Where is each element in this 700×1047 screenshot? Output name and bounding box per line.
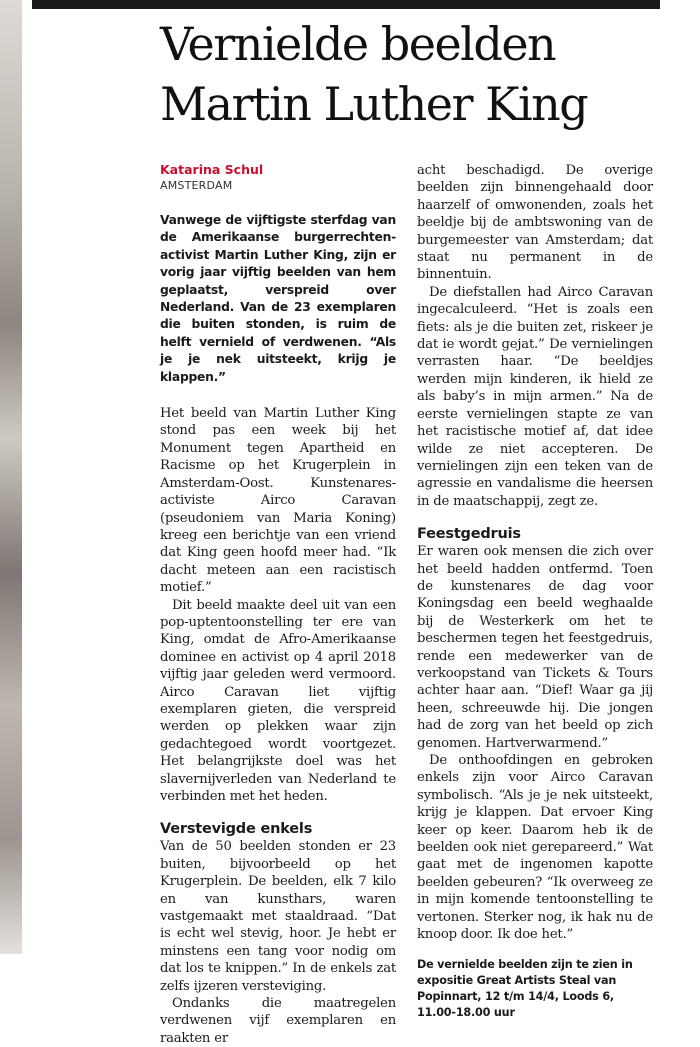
body-paragraph: Er waren ook mensen die zich over het beeld hadden ontfermd. Toen de kunstenares de dag voor Koningsdag een beeld weghaalde bij de Westerkerk om het te beschermen tegen het feestgedruis, rende een medewerker van de verkoopstand van Tickets & Tours achter haar aan. “Dief! Waar ga jij heen, schreeuwde hij. Die jongen had de zorg van het beeld op zich genomen. Hartverwarmend.” <box>417 544 653 751</box>
headline-line-1: Vernielde beelden <box>160 17 556 71</box>
body-paragraph: Het beeld van Martin Luther King stond pas een week bij het Monument tegen Apartheid en Racisme op het Krugerplein in Amsterdam-Oost. Kunstenares-activiste Airco Caravan (pseudoniem van Maria Koning) kreeg een berichtje van een vriend dat King geen hoofd meer had. “Ik dacht meteen aan een racistisch motief.” <box>160 406 396 596</box>
page-top-rule <box>32 0 660 9</box>
body-paragraph: De onthoofdingen en gebroken enkels zijn voor Airco Caravan symbolisch. “Als je je nek uitsteekt, krijg je klappen. Dat ervoer King keer op keer. Daarom heb ik de beelden ook niet gerepareerd.” Wat gaat met de ingenomen kapotte beelden gebeuren? “Ik overweeg ze in mijn komende tentoonstelling te vertonen. Sterker nog, ik hak nu de knoop door. Ik doe het.” <box>417 753 653 943</box>
column-right <box>417 162 653 1021</box>
body-paragraph: De diefstallen had Airco Caravan ingecalculeerd. “Het is zoals een fiets: als je die buiten zet, riskeer je dat ie wordt gejat.” De vernielingen verrasten haar. “De beeldjes werden mijn kinderen, ik hield ze als baby’s in mijn armen.” Na de eerste vernielingen stapte ze van het racistische motief af, dat idee wilde ze niet accepteren. De vernielingen zijn een teken van de agressie en vandalisme die heersen in de maatschappij, zegt ze. <box>417 284 653 509</box>
subheading-verstevigde-enkels: Verstevigde enkels <box>160 821 313 838</box>
body-paragraph: acht beschadigd. De overige beelden zijn binnengehaald door haarzelf of omwonenden, zoals het beeldje bij de ambtswoning van de burgemeester van Amsterdam; dat staat nu permanent in de binnentuin. <box>417 163 653 283</box>
body-paragraph: Van de 50 beelden stonden er 23 buiten, bijvoorbeeld op het Krugerplein. De beelden, elk 7 kilo en van kunsthars, waren vastgemaakt met staaldraad. “Dat is echt wel stevig, hoor. Je hebt er minstens een tang voor nodig om dat los te knippen.” In de enkels zat zelfs ijzeren versteviging. <box>160 839 396 994</box>
column-left <box>160 162 396 1047</box>
exhibition-note: De vernielde beelden zijn te zien in expositie Great Artists Steal van Popinnart, 12 t/m 14/4, Loods 6, 11.00-18.00 uur <box>417 958 633 1020</box>
headline-line-2: Martin Luther King <box>160 77 588 131</box>
dateline-location: AMSTERDAM <box>160 179 233 192</box>
author-byline: Katarina Schul <box>160 162 264 177</box>
body-paragraph: Ondanks die maatregelen verdwenen vijf exemplaren en raakten er <box>160 996 396 1046</box>
article-headline <box>160 14 680 134</box>
article-lead: Vanwege de vijftigste sterfdag van de Amerikaanse burgerrechten-activist Martin Luther King, zijn er vorig jaar vijftig beelden van hem geplaatst, verspreid over Nederland. Van de 23 exemplaren die buiten stonden, is ruim de helft vernield of verdwenen. “Als je je nek uitsteekt, krijg je klappen.” <box>160 213 396 384</box>
body-paragraph: Dit beeld maakte deel uit van een pop-uptentoonstelling ter ere van King, omdat de Afro-Amerikaanse dominee en activist op 4 april 2018 vijftig jaar geleden werd vermoord. Airco Caravan liet vijftig exemplaren gieten, die verspreid werden op plekken waar zijn gedachtegoed wordt voortgezet. Het belangrijkste doel was het slavernijverleden van Nederland te verbinden met het heden. <box>160 597 396 804</box>
subheading-feestgedruis: Feestgedruis <box>417 526 521 543</box>
photo-edge <box>0 0 22 954</box>
